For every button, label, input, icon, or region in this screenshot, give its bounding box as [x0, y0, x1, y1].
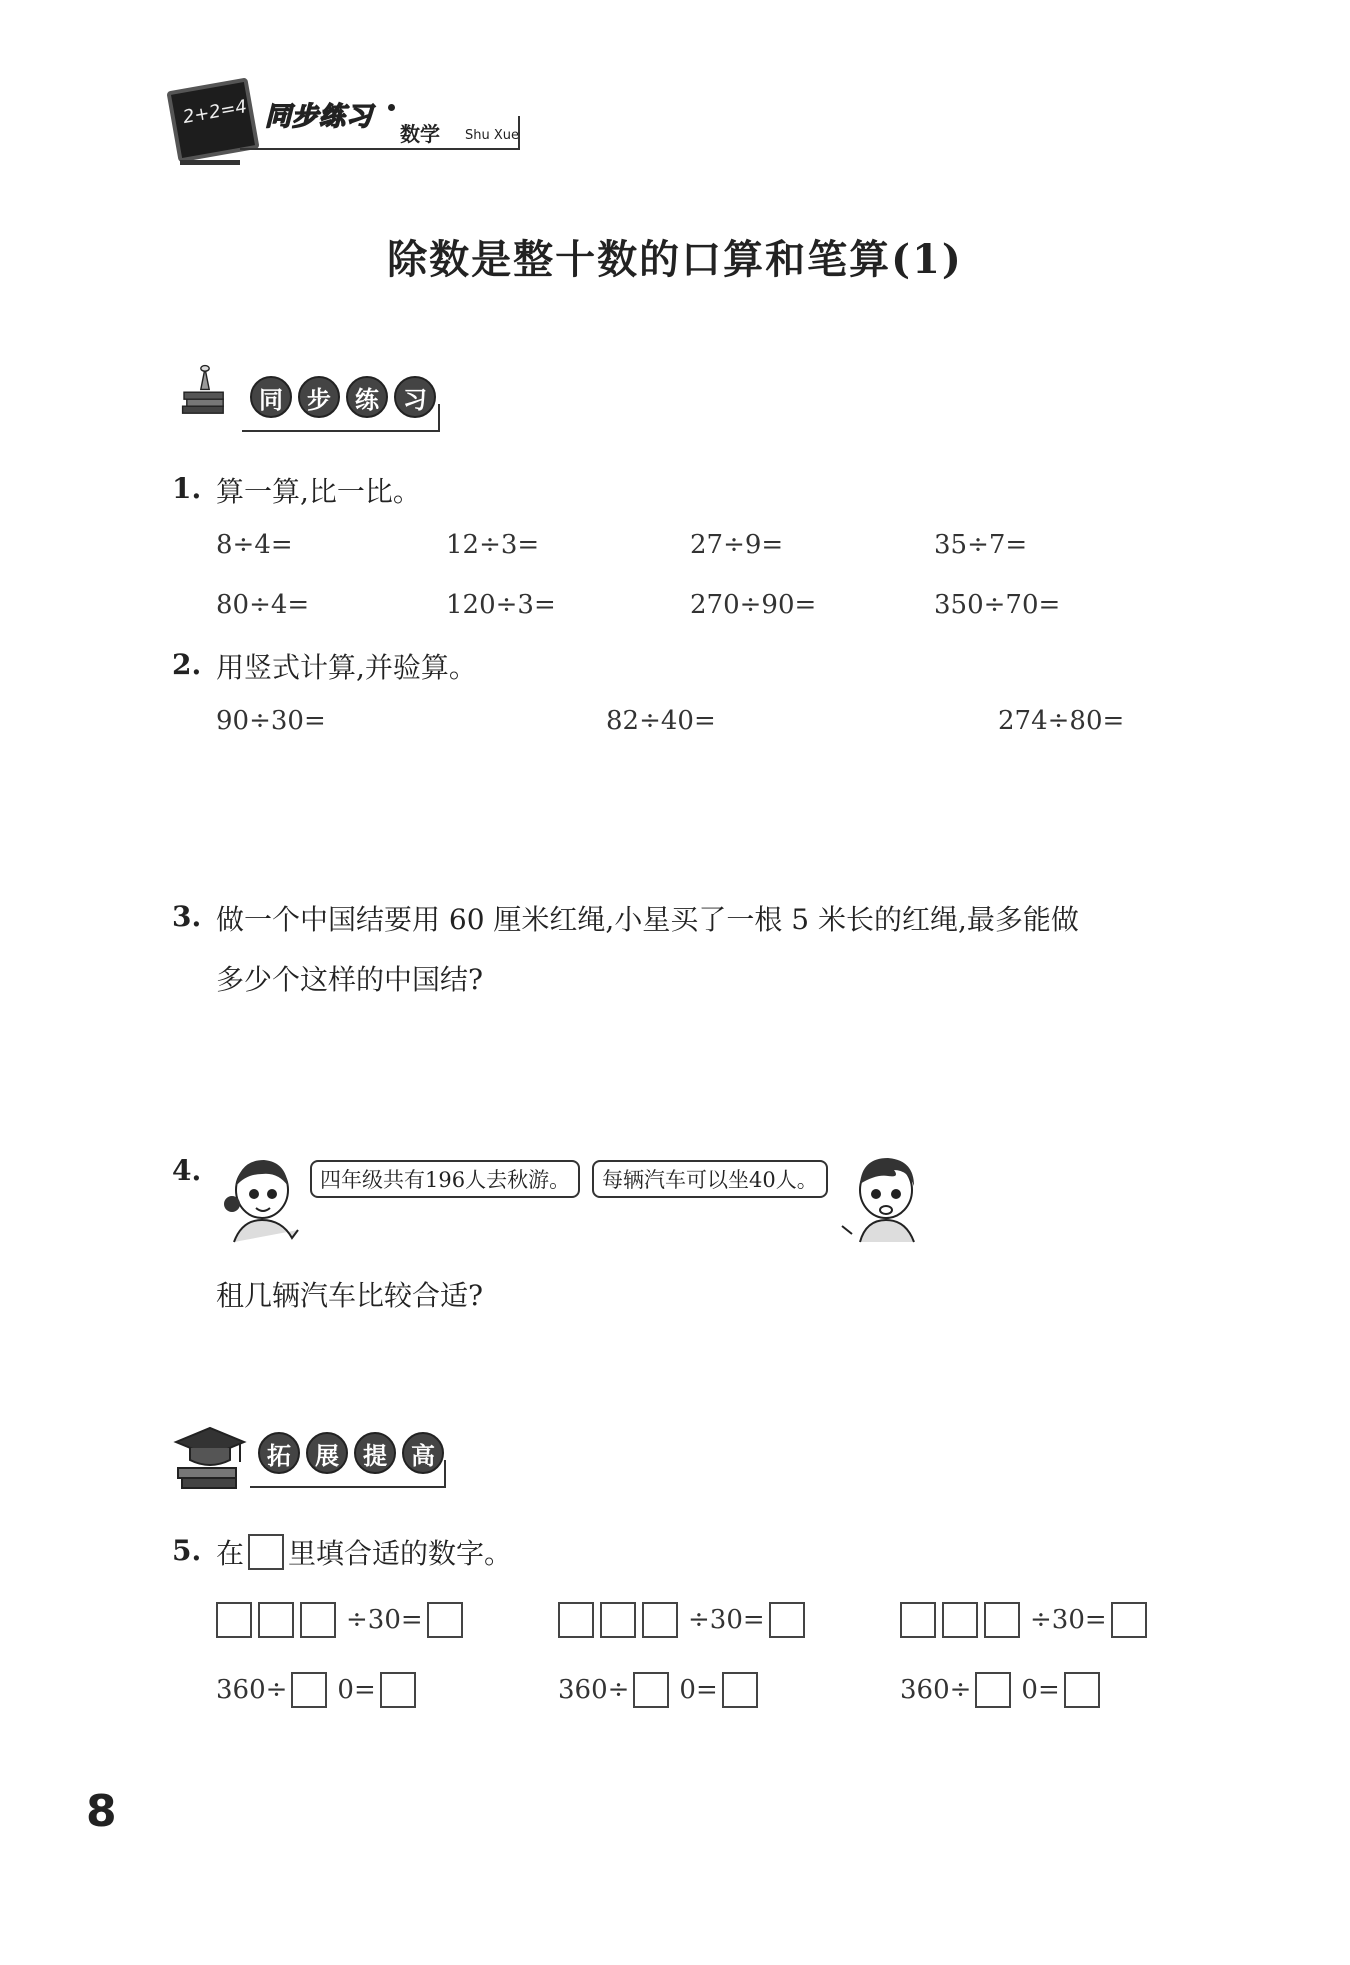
fill-row-div30	[558, 1602, 811, 1638]
q5-text-after: 里填合适的数字。	[288, 1537, 513, 1570]
digit-box[interactable]	[975, 1672, 1011, 1708]
expression: 8÷4=	[216, 530, 293, 560]
question-number: 5.	[172, 1534, 202, 1567]
expression-op: ÷30=	[688, 1605, 765, 1635]
series-title: 同步练习	[265, 102, 374, 132]
question-number: 1.	[172, 472, 202, 505]
question-number: 4.	[172, 1154, 202, 1187]
badge-char: 同	[250, 376, 292, 418]
expression: 120÷3=	[446, 590, 556, 620]
fill-row-div30	[900, 1602, 1153, 1638]
books-lamp-icon	[170, 360, 240, 420]
badge-char: 步	[298, 376, 340, 418]
digit-box[interactable]	[600, 1602, 636, 1638]
expression: 90÷30=	[216, 706, 326, 736]
expression-op: 0=	[1021, 1675, 1060, 1705]
digit-box[interactable]	[633, 1672, 669, 1708]
digit-box[interactable]	[291, 1672, 327, 1708]
header-dot	[388, 104, 395, 111]
board-chalk-text: 2+2=4	[181, 96, 249, 128]
question-text: 算一算,比一比。	[216, 475, 421, 508]
question-number: 2.	[172, 648, 202, 681]
digit-box[interactable]	[900, 1602, 936, 1638]
question-text-line1: 做一个中国结要用 60 厘米红绳,小星买了一根 5 米长的红绳,最多能做	[216, 903, 1079, 936]
answer-box[interactable]	[769, 1602, 805, 1638]
digit-box[interactable]	[258, 1602, 294, 1638]
speech-bubble-right: 每辆汽车可以坐40人。	[592, 1160, 828, 1198]
digit-box[interactable]	[558, 1602, 594, 1638]
digit-box[interactable]	[216, 1602, 252, 1638]
expression: 82÷40=	[606, 706, 716, 736]
answer-box[interactable]	[427, 1602, 463, 1638]
badge-char: 高	[402, 1432, 444, 1474]
answer-box[interactable]	[1111, 1602, 1147, 1638]
header-underline	[240, 148, 520, 150]
expression: 80÷4=	[216, 590, 310, 620]
expression: 350÷70=	[934, 590, 1061, 620]
badge-char: 拓	[258, 1432, 300, 1474]
speech-bubble-left: 四年级共有196人去秋游。	[310, 1160, 580, 1198]
fill-row-div30	[216, 1602, 469, 1638]
fill-row-360	[216, 1672, 422, 1708]
expression-prefix: 360÷	[216, 1675, 288, 1705]
girl-avatar	[218, 1150, 308, 1250]
expression: 27÷9=	[690, 530, 784, 560]
question-text	[216, 1532, 512, 1572]
boy-avatar	[836, 1150, 928, 1250]
answer-box[interactable]	[248, 1534, 284, 1570]
digit-box[interactable]	[300, 1602, 336, 1638]
graduation-cap-books-icon	[170, 1420, 250, 1500]
expression: 12÷3=	[446, 530, 540, 560]
question-text-line2: 多少个这样的中国结?	[216, 963, 484, 996]
badge-char: 提	[354, 1432, 396, 1474]
question-number: 3.	[172, 900, 202, 933]
fill-row-360	[558, 1672, 764, 1708]
digit-box[interactable]	[642, 1602, 678, 1638]
fill-row-360	[900, 1672, 1106, 1708]
subject-label: 数学	[400, 122, 440, 146]
badge-char: 习	[394, 376, 436, 418]
question-text: 用竖式计算,并验算。	[216, 651, 477, 684]
expression-op: ÷30=	[346, 1605, 423, 1635]
expression-prefix: 360÷	[900, 1675, 972, 1705]
section-underline	[250, 1460, 446, 1488]
page-title: 除数是整十数的口算和笔算(1)	[387, 236, 963, 283]
expression-prefix: 360÷	[558, 1675, 630, 1705]
expression-op: 0=	[679, 1675, 718, 1705]
section-underline	[242, 404, 440, 432]
question-text: 租几辆汽车比较合适?	[216, 1279, 484, 1312]
digit-box[interactable]	[942, 1602, 978, 1638]
answer-box[interactable]	[722, 1672, 758, 1708]
page-number: 8	[86, 1786, 117, 1837]
expression-op: 0=	[337, 1675, 376, 1705]
header-bracket	[518, 116, 520, 148]
answer-box[interactable]	[380, 1672, 416, 1708]
blackboard-stand	[180, 150, 240, 165]
badge-char: 展	[306, 1432, 348, 1474]
expression: 270÷90=	[690, 590, 817, 620]
expression: 35÷7=	[934, 530, 1028, 560]
answer-box[interactable]	[1064, 1672, 1100, 1708]
digit-box[interactable]	[984, 1602, 1020, 1638]
badge-char: 练	[346, 376, 388, 418]
expression-op: ÷30=	[1030, 1605, 1107, 1635]
subject-pinyin: Shu Xue	[465, 128, 520, 143]
q5-text-before: 在	[216, 1537, 245, 1570]
expression: 274÷80=	[998, 706, 1125, 736]
